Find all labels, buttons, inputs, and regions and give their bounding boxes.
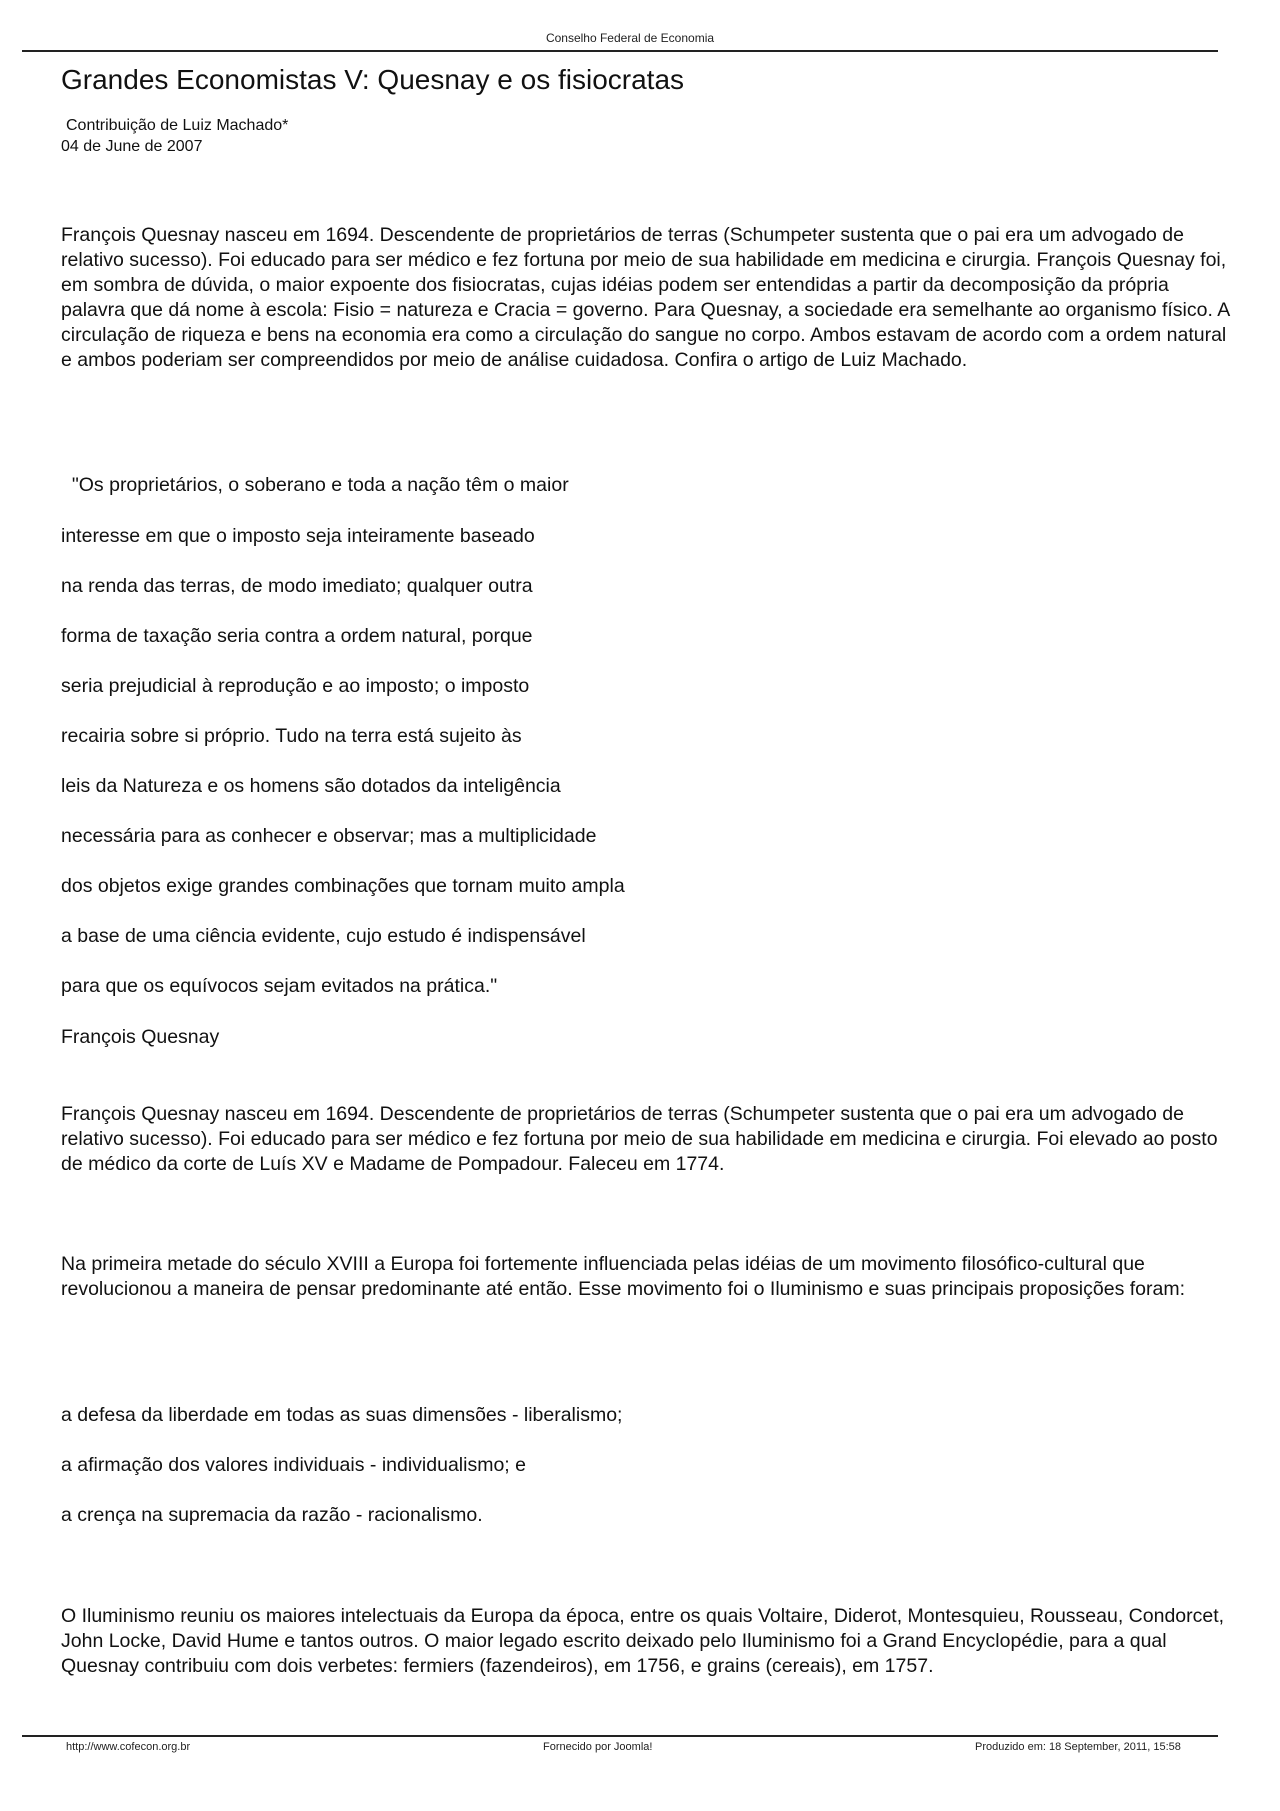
footer-url-link[interactable]: http://www.cofecon.org.br — [66, 1741, 191, 1753]
list-item: a defesa da liberdade em todas as suas dimensões - liberalismo; — [61, 1404, 623, 1426]
enlightenment-paragraph: Na primeira metade do século XVIII a Europa foi fortemente influenciada pelas idéias de um movimento filosófico-cultural que revolucionou a maneira de pensar predominante até então. Esse movimento foi o Iluminismo e suas principais proposições foram: — [61, 1253, 1186, 1300]
quote-line: seria prejudicial à reprodução e ao imposto; o imposto — [61, 675, 530, 697]
quote-line: recairia sobre si próprio. Tudo na terra está sujeito às — [61, 725, 522, 747]
quote-line: leis da Natureza e os homens são dotados da inteligência — [61, 775, 561, 797]
article-title: Grandes Economistas V: Quesnay e os fisiocratas — [61, 64, 685, 95]
quote-line: para que os equívocos sejam evitados na prática." — [61, 975, 498, 997]
quote-line: necessária para as conhecer e observar; mas a multiplicidade — [61, 825, 597, 847]
footer-divider — [22, 1735, 1218, 1737]
article-date: 04 de June de 2007 — [61, 138, 203, 155]
header-divider — [22, 50, 1218, 52]
quote-line: dos objetos exige grandes combinações que tornam muito ampla — [61, 875, 625, 897]
quote-line: forma de taxação seria contra a ordem natural, porque — [61, 625, 533, 647]
enlightenment-legacy-paragraph: O Iluminismo reuniu os maiores intelectuais da Europa da época, entre os quais Voltaire, Diderot, Montesquieu, Rousseau, Condorcet, John Locke, David Hume e tantos outros. O maior legado escrito deixado pelo Iluminismo foi a Grand Encyclopédie, para a qual Quesnay contribuiu com dois verbetes: fermiers (fazendeiros), em 1756, e grains (cereais), em 1757. — [61, 1605, 1225, 1677]
quote-line: na renda das terras, de modo imediato; qualquer outra — [61, 575, 533, 597]
site-header: Conselho Federal de Economia — [545, 31, 715, 45]
quote-author: François Quesnay — [61, 1026, 220, 1048]
intro-paragraph: François Quesnay nasceu em 1694. Descendente de proprietários de terras (Schumpeter sustenta que o pai era um advogado de relativo sucesso). Foi educado para ser médico e fez fortuna por meio de sua habilidade em medicina e cirurgia. François Quesnay foi, em sombra de dúvida, o maior expoente dos fisiocratas, cujas idéias podem ser entendidas a partir da decomposição da própria palavra que dá nome à escola: Fisio = natureza e Cracia = governo. Para Quesnay, a sociedade era semelhante ao organismo físico. A circulação de riqueza e bens na economia era como a circulação do sangue no corpo. Ambos estavam de acordo com a ordem natural e ambos poderiam ser compreendidos por meio de análise cuidadosa. Confira o artigo de Luiz Machado. — [61, 224, 1230, 371]
list-item: a crença na supremacia da razão - racionalismo. — [61, 1504, 483, 1526]
footer-powered-by: Fornecido por Joomla! — [543, 1741, 653, 1753]
list-item: a afirmação dos valores individuais - individualismo; e — [61, 1454, 526, 1476]
quote-line: interesse em que o imposto seja inteiramente baseado — [61, 525, 535, 547]
article-byline: Contribuição de Luiz Machado* — [66, 117, 289, 134]
quote-line: a base de uma ciência evidente, cujo estudo é indispensável — [61, 925, 586, 947]
quote-line: "Os proprietários, o soberano e toda a nação têm o maior — [61, 474, 569, 496]
footer-produced-date: Produzido em: 18 September, 2011, 15:58 — [975, 1741, 1181, 1753]
biography-paragraph: François Quesnay nasceu em 1694. Descendente de proprietários de terras (Schumpeter sustenta que o pai era um advogado de relativo sucesso). Foi educado para ser médico e fez fortuna por meio de sua habilidade em medicina e cirurgia. Foi elevado ao posto de médico da corte de Luís XV e Madame de Pompadour. Faleceu em 1774. — [61, 1103, 1218, 1175]
